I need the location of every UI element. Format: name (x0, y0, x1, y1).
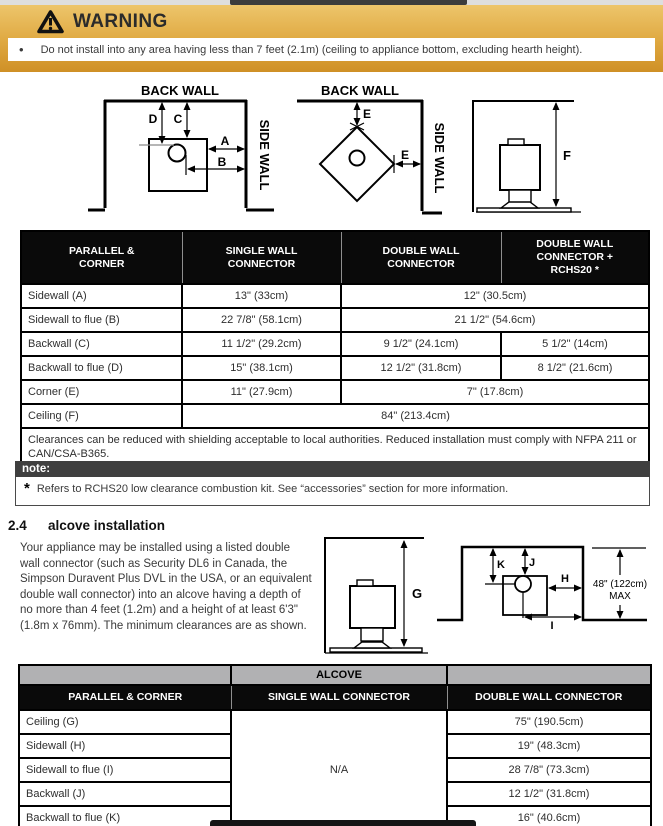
header-parallel-corner: PARALLEL & CORNER (19, 685, 231, 710)
warning-text: Do not install into any area having less than 7 feet (2.1m) (ceiling to appliance bottom, excluding hearth height). (40, 43, 583, 56)
side-wall-label: SIDE WALL (432, 122, 447, 194)
label-k: K (497, 559, 505, 571)
warning-body: • Do not install into any area having less than 7 feet (2.1m) (ceiling to appliance bottom, excluding hearth height). (8, 38, 655, 61)
alcove-title-cell (19, 665, 231, 685)
row-label: Sidewall (A) (21, 284, 182, 308)
row-value: 13" (33cm) (182, 284, 341, 308)
row-label: Sidewall to flue (I) (19, 758, 231, 782)
row-value: 9 1/2" (24.1cm) (341, 332, 501, 356)
table-header-row (19, 685, 651, 710)
header-double-wall: DOUBLE WALL CONNECTOR (447, 685, 651, 710)
diagram-corner-install (294, 82, 469, 229)
row-label: Sidewall to flue (B) (21, 308, 182, 332)
row-label: Backwall to flue (K) (19, 806, 231, 826)
note-bar-label: note: (15, 461, 650, 477)
flue-circle (350, 151, 365, 166)
note-text: Refers to RCHS20 low clearance combustion kit. See “accessories” section for more information. (36, 483, 509, 495)
row-value: 12 1/2" (31.8cm) (447, 782, 651, 806)
label-i: I (550, 620, 554, 632)
stove-pedestal (361, 628, 383, 641)
row-label: Backwall to flue (D) (21, 356, 182, 380)
row-value: 84" (213.4cm) (182, 404, 649, 428)
left-wall-line (88, 100, 105, 210)
row-value: 5 1/2" (14cm) (501, 332, 649, 356)
table-row (21, 404, 649, 428)
section-number: 2.4 (8, 518, 27, 533)
label-b: B (217, 155, 227, 169)
label-a: A (220, 134, 230, 148)
diagram-alcove-side (320, 528, 435, 660)
header-single-wall: SINGLE WALL CONNECTOR (182, 231, 341, 284)
back-wall-label: BACK WALL (321, 83, 399, 98)
table-row (21, 380, 649, 404)
row-value: 15" (38.1cm) (182, 356, 341, 380)
pedestal-base (354, 642, 390, 648)
row-value: 28 7/8" (73.3cm) (447, 758, 651, 782)
diagram-alcove-top (432, 528, 662, 660)
label-f: F (563, 148, 571, 163)
header-single-wall: SINGLE WALL CONNECTOR (231, 685, 447, 710)
row-value: 8 1/2" (21.6cm) (501, 356, 649, 380)
alcove-title-row (19, 665, 651, 685)
row-value: 11 1/2" (29.2cm) (182, 332, 341, 356)
table-row (21, 284, 649, 308)
label-g: G (412, 586, 423, 601)
side-wall-label: SIDE WALL (257, 119, 272, 191)
row-value: 19" (48.3cm) (447, 734, 651, 758)
label-j: J (529, 557, 536, 569)
row-value: 22 7/8" (58.1cm) (182, 308, 341, 332)
header-parallel-corner: PARALLEL & CORNER (21, 231, 182, 284)
table-header-row (21, 231, 649, 284)
alcove-title-cell (447, 665, 651, 685)
warning-header (0, 5, 663, 38)
table-row (19, 710, 651, 734)
note-asterisk: * (24, 480, 30, 497)
stove-top-plate (508, 139, 524, 145)
row-label: Sidewall (H) (19, 734, 231, 758)
row-value: 75" (190.5cm) (447, 710, 651, 734)
row-value: 21 1/2" (54.6cm) (341, 308, 649, 332)
diagram-parallel-install (84, 82, 296, 229)
stove-body (350, 586, 395, 628)
row-label: Backwall (J) (19, 782, 231, 806)
bottom-partial-bar (210, 820, 476, 826)
row-label: Corner (E) (21, 380, 182, 404)
label-d: D (148, 112, 158, 126)
row-label: Ceiling (F) (21, 404, 182, 428)
row-value: 12" (30.5cm) (341, 284, 649, 308)
diagram-ceiling-height (468, 85, 663, 228)
flue-circle (169, 145, 186, 162)
back-wall-label: BACK WALL (141, 83, 219, 98)
header-double-wall-rchs20: DOUBLE WALL CONNECTOR + RCHS20 * (501, 231, 649, 284)
clearance-table (20, 230, 650, 467)
section-title: alcove installation (48, 518, 166, 533)
label-e-side: E (400, 148, 410, 162)
row-label: Ceiling (G) (19, 710, 231, 734)
table-row (21, 332, 649, 356)
alcove-clearance-table (18, 664, 652, 826)
row-value: 12 1/2" (31.8cm) (341, 356, 501, 380)
max-depth-label: MAX (609, 591, 631, 602)
label-h: H (561, 573, 569, 585)
note-block (15, 461, 650, 506)
flue-circle (515, 576, 531, 592)
warning-title: WARNING (73, 10, 168, 32)
stove-top-plate (357, 580, 373, 586)
pedestal-base (501, 202, 538, 208)
max-depth-value: 48" (122cm) (592, 579, 648, 590)
label-e-back: E (363, 107, 372, 121)
stove-pedestal (509, 190, 531, 203)
row-value: 11" (27.9cm) (182, 380, 341, 404)
warning-banner (0, 5, 663, 72)
header-double-wall: DOUBLE WALL CONNECTOR (341, 231, 501, 284)
stove-body (500, 145, 540, 190)
section-heading (8, 518, 165, 533)
row-label: Backwall (C) (21, 332, 182, 356)
warning-triangle-icon (37, 9, 64, 34)
row-value: 7" (17.8cm) (341, 380, 649, 404)
row-value: 16" (40.6cm) (447, 806, 651, 826)
note-body (15, 477, 650, 506)
table-row (21, 308, 649, 332)
table-footnote: Clearances can be reduced with shielding acceptable to local authorities. Reduced installation must comply with NFPA 211 or CAN/CSA-B365. (21, 428, 649, 466)
table-row (21, 356, 649, 380)
label-c: C (173, 112, 183, 126)
alcove-table-title: ALCOVE (231, 665, 447, 685)
na-cell: N/A (231, 710, 447, 826)
section-body-text: Your appliance may be installed using a listed double wall connector (such as Security DL6 in Canada, the Simpson Duravent Plus DVL in the USA, or an equivalent double wall connector) into an alcove having a depth of no more than 4 feet (1.2m) and a height of at least 6'3" (1.8m x 76mm). The minimum clearances are as shown. (20, 542, 312, 632)
